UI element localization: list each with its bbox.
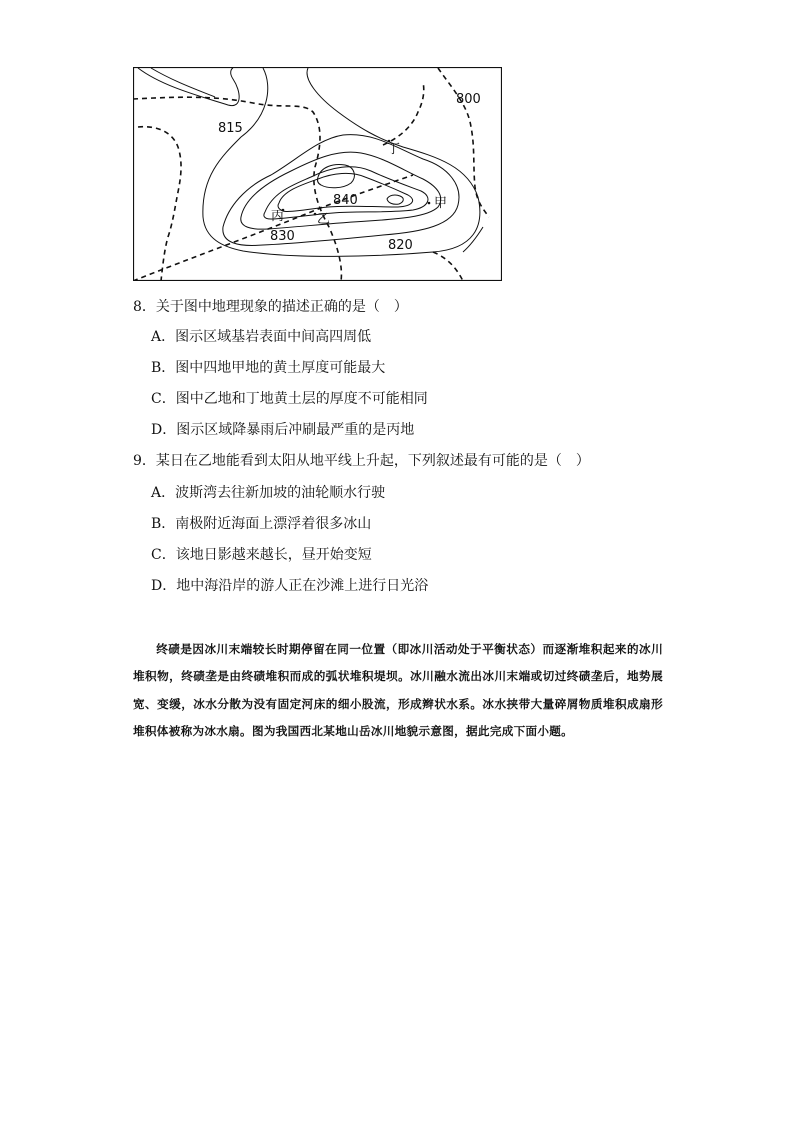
option-letter: A． <box>151 485 176 501</box>
question-stem: 关于图中地理现象的描述正确的是（ ） <box>155 299 408 315</box>
question-8-option-d[interactable] <box>151 421 414 439</box>
question-number: 9． <box>133 453 156 469</box>
place-label-jia: 甲 <box>434 196 448 211</box>
question-8-option-a[interactable] <box>151 328 371 346</box>
contour-label-800: 800 <box>456 92 481 107</box>
contour-label-815: 815 <box>218 121 243 136</box>
option-letter: D． <box>151 578 177 594</box>
question-8 <box>133 298 408 316</box>
passage-text: 终碛是因冰川末端较长时期停留在同一位置（即冰川活动处于平衡状态）而逐渐堆积起来的冰川堆积物，终碛垄是由终碛堆积而成的弧状堆积堤坝。冰川融水流出冰川末端或切过终碛垄后，地势展宽、变缓，冰水分散为没有固定河床的细小股流，形成辫状水系。冰水挟带大量碎屑物质堆积成扇形堆积体被称为冰水扇。图为我国西北某地山岳冰川地貌示意图，据此完成下面小题。 <box>133 642 663 739</box>
reading-passage <box>133 636 663 746</box>
option-text: 图示区域降暴雨后冲刷最严重的是丙地 <box>176 422 415 438</box>
option-text: 图中四地甲地的黄土厚度可能最大 <box>175 360 386 376</box>
question-8-option-c[interactable] <box>151 390 428 408</box>
option-text: 南极附近海面上漂浮着很多冰山 <box>175 516 372 532</box>
contour-label-820: 820 <box>388 238 413 253</box>
place-label-bing: 丙 <box>271 209 285 224</box>
option-text: 图中乙地和丁地黄土层的厚度不可能相同 <box>175 391 428 407</box>
option-text: 地中海沿岸的游人正在沙滩上进行日光浴 <box>176 578 429 594</box>
place-label-ding: 丁 <box>387 142 401 157</box>
question-9-option-a[interactable] <box>151 484 385 502</box>
point-jia-marker <box>428 202 431 205</box>
option-letter: D． <box>151 422 177 438</box>
contour-map <box>133 67 502 281</box>
question-8-option-b[interactable] <box>151 359 385 377</box>
question-stem: 某日在乙地能看到太阳从地平线上升起，下列叙述最有可能的是（ ） <box>155 453 590 469</box>
contour-label-840: 840 <box>333 193 358 208</box>
place-label-yi: 乙 <box>317 212 331 227</box>
question-9 <box>133 452 590 470</box>
question-9-option-c[interactable] <box>151 546 372 564</box>
option-text: 图示区域基岩表面中间高四周低 <box>175 329 372 345</box>
question-number: 8． <box>133 299 156 315</box>
point-yi-marker <box>314 213 317 216</box>
option-letter: C． <box>151 391 176 407</box>
question-9-option-d[interactable] <box>151 577 428 595</box>
option-letter: C． <box>151 547 176 563</box>
option-letter: B． <box>151 360 176 376</box>
option-letter: B． <box>151 516 176 532</box>
option-text: 波斯湾去往新加坡的油轮顺水行驶 <box>175 485 386 501</box>
option-letter: A． <box>151 329 176 345</box>
option-text: 该地日影越来越长，昼开始变短 <box>175 547 372 563</box>
contour-label-830: 830 <box>270 229 295 244</box>
question-9-option-b[interactable] <box>151 515 371 533</box>
